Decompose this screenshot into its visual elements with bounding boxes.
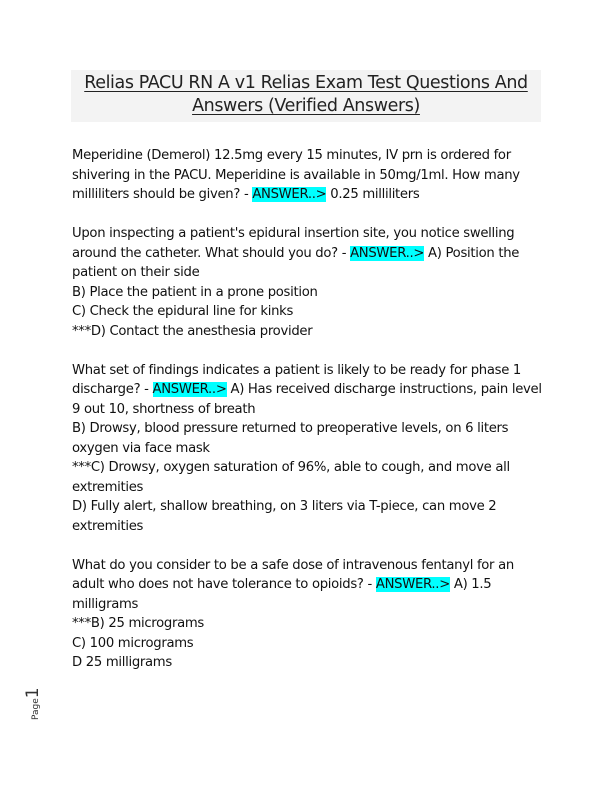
question-stem: What do you consider to be a safe dose of intravenous fentanyl for an adult who does not have tolerance to opioids? - (72, 557, 514, 592)
answer-option: C) 100 micrograms (72, 635, 194, 651)
answer-option: D 25 milligrams (72, 655, 172, 670)
answer-text: A) 1.5 milligrams (72, 577, 492, 612)
question-stem: What set of findings indicates a patient is likely to be ready for phase 1 discharge? - (72, 362, 522, 397)
question-stem: Meperidine (Demerol) 12.5mg every 15 minutes, IV prn is ordered for shivering in the PACU. Meperidine is available in 50mg/1ml. How many milliliters should be given? - (72, 148, 520, 202)
answer-text: A) Position the patient on their side (72, 245, 520, 280)
page-number-label (23, 687, 43, 720)
question-text (72, 556, 547, 615)
answer-option: D) Fully alert, shallow breathing, on 3 liters via T-piece, can move 2 extremities (72, 499, 497, 534)
question-text (72, 224, 547, 283)
question-text (72, 361, 547, 420)
document-title (71, 70, 541, 118)
title-line-1: Relias PACU RN A v1 Relias Exam Test Questions And (84, 73, 528, 93)
answer-option: C) Check the epidural line for kinks (72, 304, 294, 319)
answer-option: ***D) Contact the anesthesia provider (72, 323, 313, 339)
answer-text: A) Has received discharge instructions, pain level 9 out 10, shortness of breath (72, 382, 542, 417)
page-number: 1 (23, 687, 43, 699)
answer-option: ***B) 25 micrograms (72, 616, 204, 631)
answer-option: B) Drowsy, blood pressure returned to preoperative levels, on 6 liters oxygen via face mask (72, 421, 509, 456)
question-text (72, 146, 547, 205)
answer-marker: ANSWER..> (252, 187, 327, 202)
answer-marker: ANSWER..> (375, 577, 450, 592)
qa-block (72, 224, 547, 341)
qa-block (72, 556, 547, 673)
title-box (71, 70, 541, 122)
answer-text: 0.25 milliliters (326, 187, 420, 202)
page-word: Page (31, 698, 41, 720)
qa-block (72, 361, 547, 537)
answer-option: B) Place the patient in a prone position (72, 284, 318, 300)
qa-block (72, 146, 547, 205)
question-list (72, 146, 547, 692)
answer-marker: ANSWER..> (350, 245, 425, 261)
title-line-2: Answers (Verified Answers) (192, 96, 420, 116)
answer-marker: ANSWER..> (152, 382, 227, 397)
answer-option: ***C) Drowsy, oxygen saturation of 96%, able to cough, and move all extremities (72, 460, 510, 495)
question-stem: Upon inspecting a patient's epidural insertion site, you notice swelling around the catheter. What should you do? - (72, 226, 515, 261)
